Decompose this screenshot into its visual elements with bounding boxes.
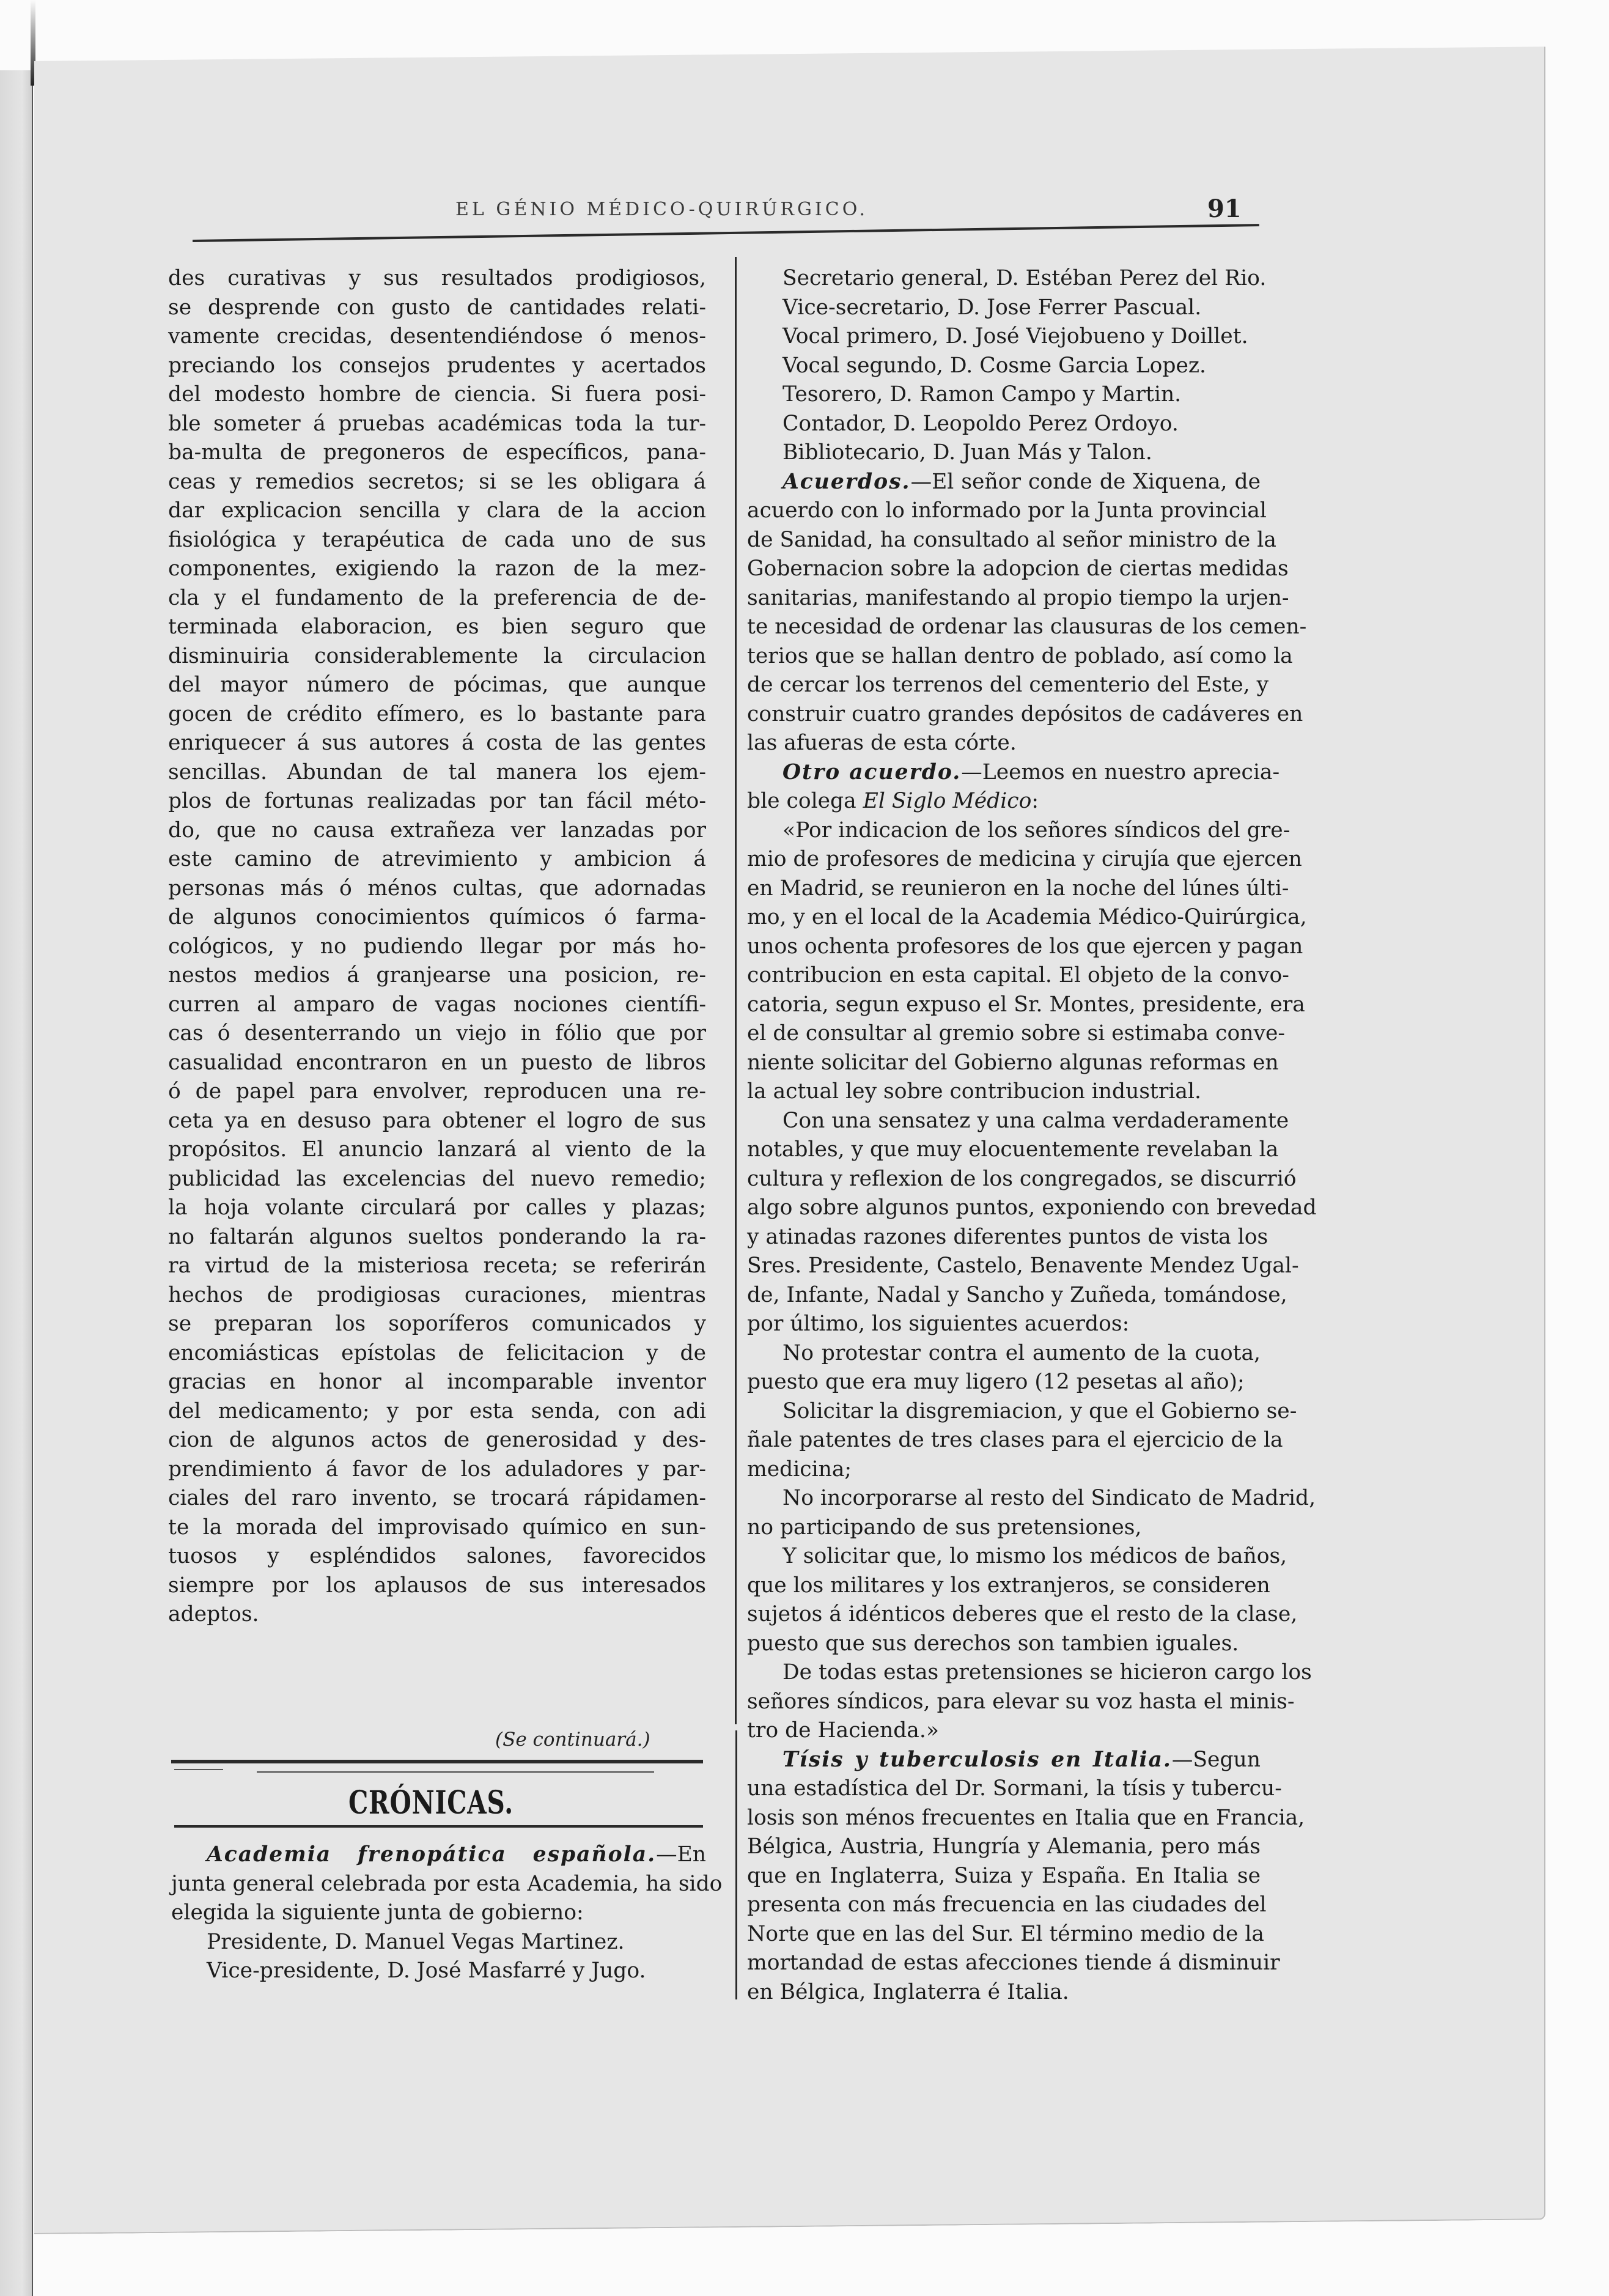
text-line: te necesidad de ordenar las clausuras de los cemen- xyxy=(747,615,1307,639)
resolution-line: puesto que sus derechos son tambien iguales. xyxy=(747,1631,1239,1656)
text-line: propósitos. El anuncio lanzará al viento de la xyxy=(168,1137,706,1162)
quote-line: «Por indicacion de los señores síndicos del gre- xyxy=(782,818,1291,843)
text-line: de Sanidad, ha consultado al señor ministro de la xyxy=(747,527,1276,552)
tisis-body xyxy=(747,1774,1305,2007)
article-text: —El señor conde de Xiquena, de xyxy=(910,469,1261,494)
running-head: EL GÉNIO MÉDICO-QUIRÚRGICO. xyxy=(455,199,869,220)
article-line: junta general celebrada por esta Academia, ha sido xyxy=(171,1871,723,1896)
text-line: Norte que en las del Sur. El término medio de la xyxy=(747,1921,1264,1946)
text-line: Con una sensatez y una calma verdaderamente xyxy=(782,1108,1289,1133)
article-first-line xyxy=(171,1840,706,1870)
text-line: del modesto hombre de ciencia. Si fuera posi- xyxy=(168,382,706,407)
quote-body xyxy=(747,816,1307,1107)
resolution-line: medicina; xyxy=(747,1456,852,1482)
text-line: de cercar los terrenos del cementerio del Este, y xyxy=(747,673,1269,697)
text-line: siempre por los aplausos de sus interesados xyxy=(168,1573,706,1598)
text-line: terios que se hallan dentro de poblado, así como la xyxy=(747,643,1293,668)
text-line: encomiásticas epístolas de felicitacion y de xyxy=(168,1340,706,1365)
acuerdos-first-line xyxy=(747,468,1261,497)
left-column xyxy=(168,264,706,1630)
tisis-first-line xyxy=(747,1746,1261,1775)
section-rule xyxy=(257,1771,654,1773)
text-line: ó de papel para envolver, reproducen una re- xyxy=(168,1079,706,1104)
text-line: ceas y remedios secretos; si se les obligara á xyxy=(168,469,706,494)
quote-line: niente solicitar del Gobierno algunas reformas en xyxy=(747,1050,1279,1075)
officer-line: Vice-presidente, D. José Masfarré y Jugo. xyxy=(207,1958,646,1983)
text-line: fisiológica y terapéutica de cada uno de sus xyxy=(168,527,706,552)
text-line: ble someter á pruebas académicas toda la tur- xyxy=(168,411,706,436)
text-line: ciales del raro invento, se trocará rápidamen- xyxy=(168,1486,706,1510)
text-line: losis son ménos frecuentes en Italia que en Francia, xyxy=(747,1805,1305,1830)
source-title: El Siglo Médico xyxy=(863,789,1032,813)
text-line: cultura y reflexion de los congregados, se discurrió xyxy=(747,1166,1297,1191)
officer-line: Presidente, D. Manuel Vegas Martinez. xyxy=(207,1929,625,1954)
text-line: construir cuatro grandes depósitos de cadáveres en xyxy=(747,701,1303,726)
text-line: mortandad de estas afecciones tiende á disminuir xyxy=(747,1951,1280,1975)
resolution-line: Y solicitar que, lo mismo los médicos de baños, xyxy=(782,1544,1287,1568)
article-heading: Academia frenopática española. xyxy=(207,1842,657,1867)
quote-line: en Madrid, se reunieron en la noche del lúnes últi- xyxy=(747,876,1289,901)
text-line: cla y el fundamento de la preferencia de de- xyxy=(168,585,706,610)
text-line: este camino de atrevimiento y ambicion á xyxy=(168,847,706,871)
tisis-heading: Tísis y tuberculosis en Italia. xyxy=(782,1747,1172,1772)
page-number: 91 xyxy=(1207,194,1242,223)
text-line: gracias en honor al incomparable inventor xyxy=(168,1370,706,1394)
column-divider xyxy=(735,257,737,1724)
article-text: —Leemos en nuestro aprecia- xyxy=(961,759,1280,784)
resolution-line: sujetos á idénticos deberes que el resto de la clase, xyxy=(747,1602,1298,1626)
acuerdos-body xyxy=(747,496,1307,758)
otro-acuerdo-heading: Otro acuerdo. xyxy=(782,759,962,784)
article-text: ble colega xyxy=(747,789,863,813)
text-line: notables, y que muy elocuentemente revelaban la xyxy=(747,1137,1279,1162)
text-line: plos de fortunas realizadas por tan fácil méto- xyxy=(168,789,706,813)
officer-line: Vocal segundo, D. Cosme Garcia Lopez. xyxy=(782,353,1207,378)
text-line: componentes, exigiendo la razon de la mez- xyxy=(168,556,706,581)
resolution-line: señores síndicos, para elevar su voz hasta el minis- xyxy=(747,1689,1295,1714)
text-line: publicidad las excelencias del nuevo remedio; xyxy=(168,1166,706,1191)
article-text: —Segun xyxy=(1171,1747,1261,1772)
text-line: curren al amparo de vagas nociones científi- xyxy=(168,992,706,1017)
resolution-line: No incorporarse al resto del Sindicato de Madrid, xyxy=(782,1486,1316,1510)
quote-line: unos ochenta profesores de los que ejercen y pagan xyxy=(747,934,1303,959)
text-line: vamente crecidas, desentendiéndose ó menos- xyxy=(168,324,706,349)
text-line: sencillas. Abundan de tal manera los ejem- xyxy=(168,759,706,784)
section-rule xyxy=(174,1825,703,1828)
text-line: que en Inglaterra, Suiza y España. En Italia se xyxy=(747,1863,1261,1888)
acuerdos-heading: Acuerdos. xyxy=(782,469,911,494)
officer-line: Vocal primero, D. José Viejobueno y Doillet. xyxy=(782,324,1248,349)
quote-line: la actual ley sobre contribucion industrial. xyxy=(747,1079,1201,1104)
text-line: te la morada del improvisado químico en sun- xyxy=(168,1515,706,1540)
text-line: terminada elaboracion, es bien seguro que xyxy=(168,615,706,639)
text-line: Sres. Presidente, Castelo, Benavente Mendez Ugal- xyxy=(747,1253,1299,1278)
text-line: dar explicacion sencilla y clara de la accion xyxy=(168,498,706,523)
article-text: : xyxy=(1031,789,1039,813)
text-line: preciando los consejos prudentes y acertados xyxy=(168,353,706,378)
officer-line: Bibliotecario, D. Juan Más y Talon. xyxy=(782,440,1152,465)
text-line: hechos de prodigiosas curaciones, mientras xyxy=(168,1282,706,1307)
officer-line: Contador, D. Leopoldo Perez Ordoyo. xyxy=(782,411,1179,436)
section-rule xyxy=(171,1760,703,1763)
resolution-line: No protestar contra el aumento de la cuota, xyxy=(782,1340,1261,1365)
resolution-line: De todas estas pretensiones se hicieron cargo los xyxy=(782,1660,1312,1685)
text-line: Gobernacion sobre la adopcion de ciertas medidas xyxy=(747,556,1289,581)
text-line: del mayor número de pócimas, que aunque xyxy=(168,673,706,697)
resolution-line: que los militares y los extranjeros, se consideren xyxy=(747,1573,1270,1598)
text-line: acuerdo con lo informado por la Junta provincial xyxy=(747,498,1267,523)
academia-article xyxy=(171,1840,723,1986)
text-line: cas ó desenterrando un viejo in fólio que por xyxy=(168,1021,706,1046)
text-line: en Bélgica, Inglaterra é Italia. xyxy=(747,1979,1069,2004)
text-line: por último, los siguientes acuerdos: xyxy=(747,1312,1130,1336)
text-line: sanitarias, manifestando al propio tiempo la urjen- xyxy=(747,585,1289,610)
text-line: una estadística del Dr. Sormani, la tísis y tubercu- xyxy=(747,1776,1282,1801)
text-line: personas más ó ménos cultas, que adornadas xyxy=(168,876,706,901)
text-line: las afueras de esta córte. xyxy=(747,731,1017,755)
right-column xyxy=(747,264,1317,2007)
text-line: ra virtud de la misteriosa receta; se referirán xyxy=(168,1253,706,1278)
officer-line: Secretario general, D. Estéban Perez del Rio. xyxy=(782,266,1267,290)
text-line: des curativas y sus resultados prodigiosos, xyxy=(168,266,706,290)
officer-line: Vice-secretario, D. Jose Ferrer Pascual. xyxy=(782,295,1202,320)
text-line: ba-multa de pregoneros de específicos, pana- xyxy=(168,440,706,465)
resolutions-body xyxy=(747,1339,1316,1746)
text-line: de, Infante, Nadal y Sancho y Zuñeda, tomándose, xyxy=(747,1282,1287,1307)
otro-acuerdo-first-line xyxy=(747,758,1280,788)
text-line: cion de algunos actos de generosidad y des- xyxy=(168,1428,706,1452)
resolution-line: Solicitar la disgremiacion, y que el Gobierno se- xyxy=(782,1398,1297,1423)
text-line: prendimiento á favor de los aduladores y par- xyxy=(168,1456,706,1482)
text-line: del medicamento; y por esta senda, con adi xyxy=(168,1398,706,1423)
quote-line: catoria, segun expuso el Sr. Montes, presidente, era xyxy=(747,992,1305,1017)
header-rule xyxy=(193,224,1259,242)
text-line: gocen de crédito efímero, es lo bastante para xyxy=(168,701,706,726)
continued-note: (Se continuará.) xyxy=(495,1729,650,1751)
officer-line: Tesorero, D. Ramon Campo y Martin. xyxy=(782,382,1182,407)
text-line: cológicos, y no pudiendo llegar por más ho- xyxy=(168,934,706,959)
text-line: presenta con más frecuencia en las ciudades del xyxy=(747,1892,1267,1917)
column-divider xyxy=(735,1730,737,1999)
text-line: disminuiria considerablemente la circulacion xyxy=(168,643,706,668)
text-line: la hoja volante circulará por calles y plazas; xyxy=(168,1195,706,1220)
text-line: se desprende con gusto de cantidades relati- xyxy=(168,295,706,320)
article-line: elegida la siguiente junta de gobierno: xyxy=(171,1900,584,1925)
resolution-line: puesto que era muy ligero (12 pesetas al año); xyxy=(747,1370,1245,1394)
resolution-line: ñale patentes de tres clases para el ejercicio de la xyxy=(747,1428,1283,1452)
text-line: casualidad encontraron en un puesto de libros xyxy=(168,1050,706,1075)
text-line: tuosos y espléndidos salones, favorecidos xyxy=(168,1544,706,1568)
section-rule xyxy=(174,1769,223,1770)
section-title: CRÓNICAS. xyxy=(348,1784,514,1822)
text-line: adeptos. xyxy=(168,1602,259,1626)
text-line: ceta ya en desuso para obtener el logro de sus xyxy=(168,1108,706,1133)
text-line: nestos medios á granjearse una posicion, re- xyxy=(168,963,706,987)
text-line: no faltarán algunos sueltos ponderando la ra- xyxy=(168,1224,706,1249)
quote-line: contribucion en esta capital. El objeto de la convo- xyxy=(747,963,1289,987)
paragraph-body xyxy=(747,1107,1317,1339)
article-line xyxy=(747,787,1261,816)
resolution-line: no participando de sus pretensiones, xyxy=(747,1515,1142,1540)
text-line: do, que no causa extrañeza ver lanzadas por xyxy=(168,818,706,843)
quote-line: mio de profesores de medicina y cirujía que ejercen xyxy=(747,847,1302,871)
quote-line: mo, y en el local de la Academia Médico-Quirúrgica, xyxy=(747,905,1307,929)
text-line: algo sobre algunos puntos, exponiendo con brevedad xyxy=(747,1195,1317,1220)
article-text: —En xyxy=(656,1842,706,1867)
text-line: y atinadas razones diferentes puntos de vista los xyxy=(747,1224,1268,1249)
text-line: Bélgica, Austria, Hungría y Alemania, pero más xyxy=(747,1834,1261,1859)
text-line: enriquecer á sus autores á costa de las gentes xyxy=(168,731,706,755)
resolution-line: tro de Hacienda.» xyxy=(747,1718,939,1743)
text-line: de algunos conocimientos químicos ó farma- xyxy=(168,905,706,929)
quote-line: el de consultar al gremio sobre si estimaba conve- xyxy=(747,1021,1286,1046)
text-line: se preparan los soporíferos comunicados y xyxy=(168,1312,706,1336)
